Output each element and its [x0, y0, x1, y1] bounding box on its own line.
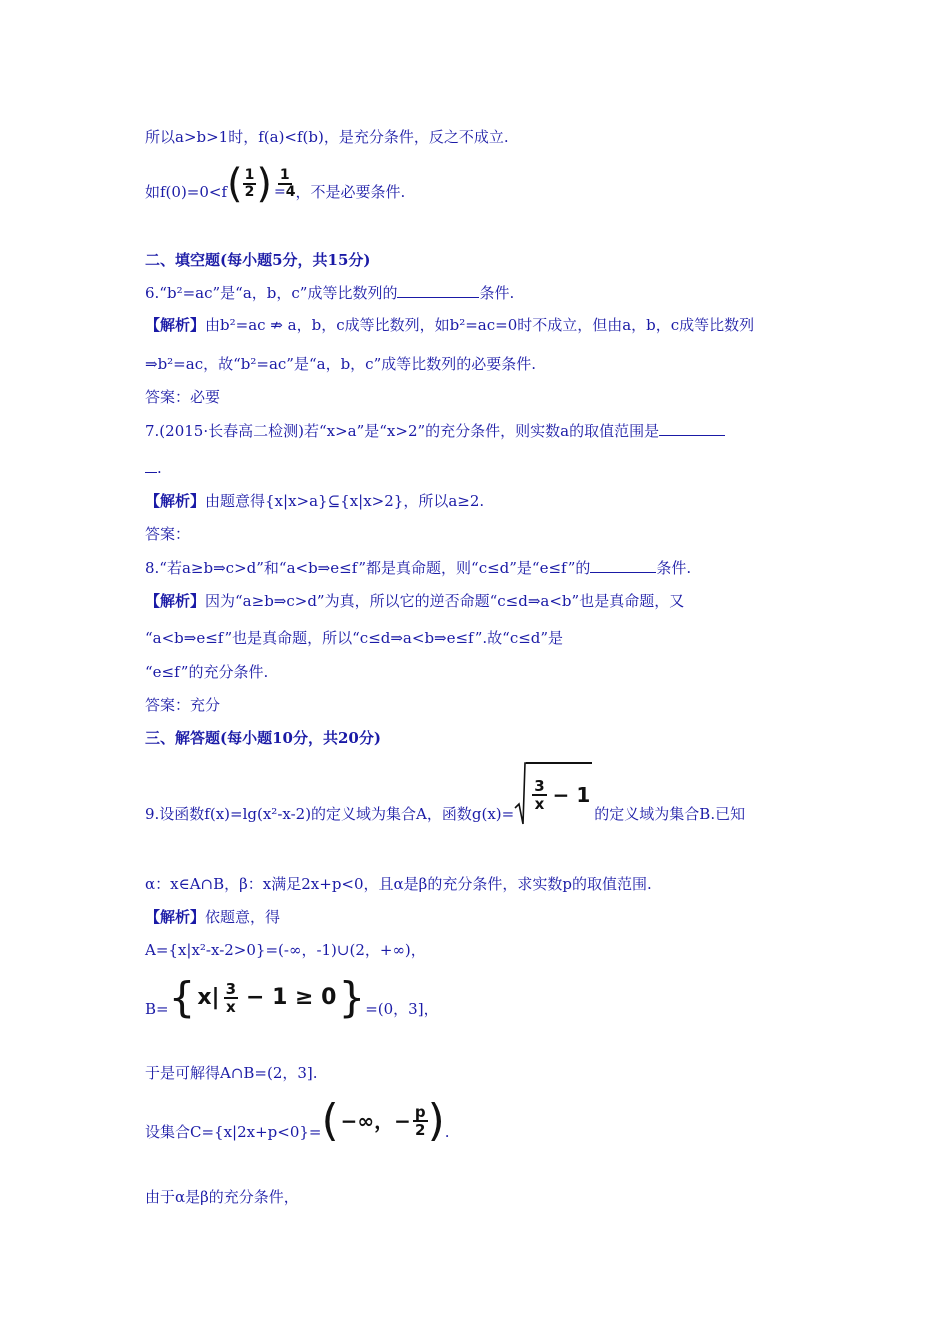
- question-6: [145, 283, 514, 303]
- solution-tag: 【解析】: [145, 592, 206, 610]
- fraction-numerator: 3: [534, 776, 545, 795]
- solution-line: [145, 591, 684, 611]
- answer-line: 答案：必要: [145, 388, 221, 406]
- sqrt-icon: [514, 762, 526, 826]
- question-7: [145, 421, 725, 441]
- sqrt-expression: [514, 762, 592, 826]
- fraction-denominator: 2: [415, 1121, 426, 1139]
- text-line: [145, 160, 405, 208]
- question-text: 的定义域为集合B.已知: [594, 805, 746, 823]
- fraction: [274, 168, 295, 201]
- solution-line: [145, 315, 754, 335]
- question-text: 9.设函数f(x)=lg(x²-x-2)的定义域为集合A，函数g(x)=: [145, 805, 515, 823]
- sqrt-radicand: [526, 762, 592, 826]
- text-fragment: 如f(0)=0<f: [145, 183, 228, 201]
- question-text: .: [157, 459, 162, 477]
- brace-open: {: [168, 973, 196, 1022]
- math-text: − 1: [552, 783, 591, 807]
- solution-line: “e≤f”的充分条件.: [145, 663, 269, 681]
- equals-sign: =: [274, 184, 286, 200]
- question-text: 8.“若a≥b⇒c>d”和“a<b⇒e≤f”都是真命题，则“c≤d”是“e≤f”的: [145, 559, 591, 577]
- fraction-numerator: 1: [278, 168, 292, 185]
- math-text: x|: [197, 985, 220, 1010]
- text-line: 所以a>b>1时，f(a)<f(b)，是充分条件，反之不成立.: [145, 128, 509, 146]
- fraction: [532, 778, 546, 813]
- math-text: −∞，−: [340, 1109, 411, 1133]
- text-fragment: B=: [145, 1000, 169, 1018]
- text-fragment: 设集合C={x|2x+p<0}=: [145, 1123, 322, 1141]
- answer-line: 答案：充分: [145, 696, 221, 714]
- paren-close: ): [256, 161, 273, 207]
- solution-line: [145, 907, 280, 927]
- paren-close: ): [427, 1095, 445, 1146]
- question-text: 条件.: [656, 559, 692, 577]
- solution-tag: 【解析】: [145, 492, 206, 510]
- answer-line: 答案：: [145, 525, 191, 543]
- text-fragment: =(0，3]，: [365, 1000, 439, 1018]
- solution-line: [145, 1096, 450, 1146]
- fraction: [224, 981, 238, 1016]
- solution-line: [145, 491, 484, 511]
- answer-blank: [659, 421, 725, 436]
- question-7-cont: [145, 458, 162, 478]
- solution-line: 由于α是β的充分条件，: [145, 1188, 299, 1206]
- fraction-denominator: 2: [244, 184, 255, 200]
- fraction-denominator: x: [225, 998, 236, 1016]
- solution-text: 依题意，得: [205, 908, 281, 926]
- fraction: [243, 168, 257, 201]
- paren-open: (: [321, 1095, 339, 1146]
- solution-line: ⇒b²=ac，故“b²=ac”是“a，b，c”成等比数列的必要条件.: [145, 355, 537, 373]
- solution-text: 由b²=ac ⇏ a，b，c成等比数列，如b²=ac=0时不成立，但由a，b，c成等比数列: [205, 316, 755, 334]
- solution-text: 由题意得{x|x>a}⊆{x|x>2}，所以a≥2.: [205, 492, 485, 510]
- fraction-denominator: [274, 185, 295, 200]
- question-text: 7.(2015·长春高二检测)若“x>a”是“x>2”的充分条件，则实数a的取值范围是: [145, 422, 660, 440]
- text-fragment: ，不是必要条件.: [295, 183, 406, 201]
- solution-line: [145, 973, 439, 1023]
- question-9-cont: α：x∈A∩B，β：x满足2x+p<0，且α是β的充分条件，求实数p的取值范围.: [145, 875, 652, 893]
- paren-open: (: [227, 161, 243, 207]
- brace-close: }: [338, 973, 366, 1022]
- text-fragment: .: [444, 1123, 450, 1141]
- answer-blank: [590, 558, 656, 573]
- solution-line: 于是可解得A∩B=(2，3].: [145, 1064, 318, 1082]
- solution-tag: 【解析】: [145, 316, 206, 334]
- value: 4: [285, 184, 296, 200]
- fraction: [413, 1104, 428, 1139]
- solution-tag: 【解析】: [145, 908, 206, 926]
- answer-blank: [397, 283, 479, 298]
- question-9: [145, 760, 745, 826]
- question-8: [145, 558, 691, 578]
- question-text: 条件.: [479, 284, 515, 302]
- answer-blank: [145, 458, 157, 473]
- solution-line: “a<b⇒e≤f”也是真命题，所以“c≤d⇒a<b⇒e≤f”.故“c≤d”是: [145, 629, 564, 647]
- fraction-numerator: p: [414, 1102, 426, 1121]
- math-text: − 1 ≥ 0: [246, 985, 337, 1010]
- solution-line: A={x|x²-x-2>0}=(-∞，-1)∪(2，+∞)，: [145, 941, 426, 959]
- solution-text: 因为“a≥b⇒c>d”为真，所以它的逆否命题“c≤d⇒a<b”也是真命题，又: [205, 592, 685, 610]
- fraction-numerator: 3: [225, 979, 236, 998]
- section-heading: 二、填空题(每小题5分，共15分): [145, 251, 371, 269]
- fraction-denominator: x: [534, 795, 545, 813]
- fraction-numerator: 1: [243, 168, 257, 185]
- question-text: 6.“b²=ac”是“a，b，c”成等比数列的: [145, 284, 398, 302]
- section-heading: 三、解答题(每小题10分，共20分): [145, 729, 381, 747]
